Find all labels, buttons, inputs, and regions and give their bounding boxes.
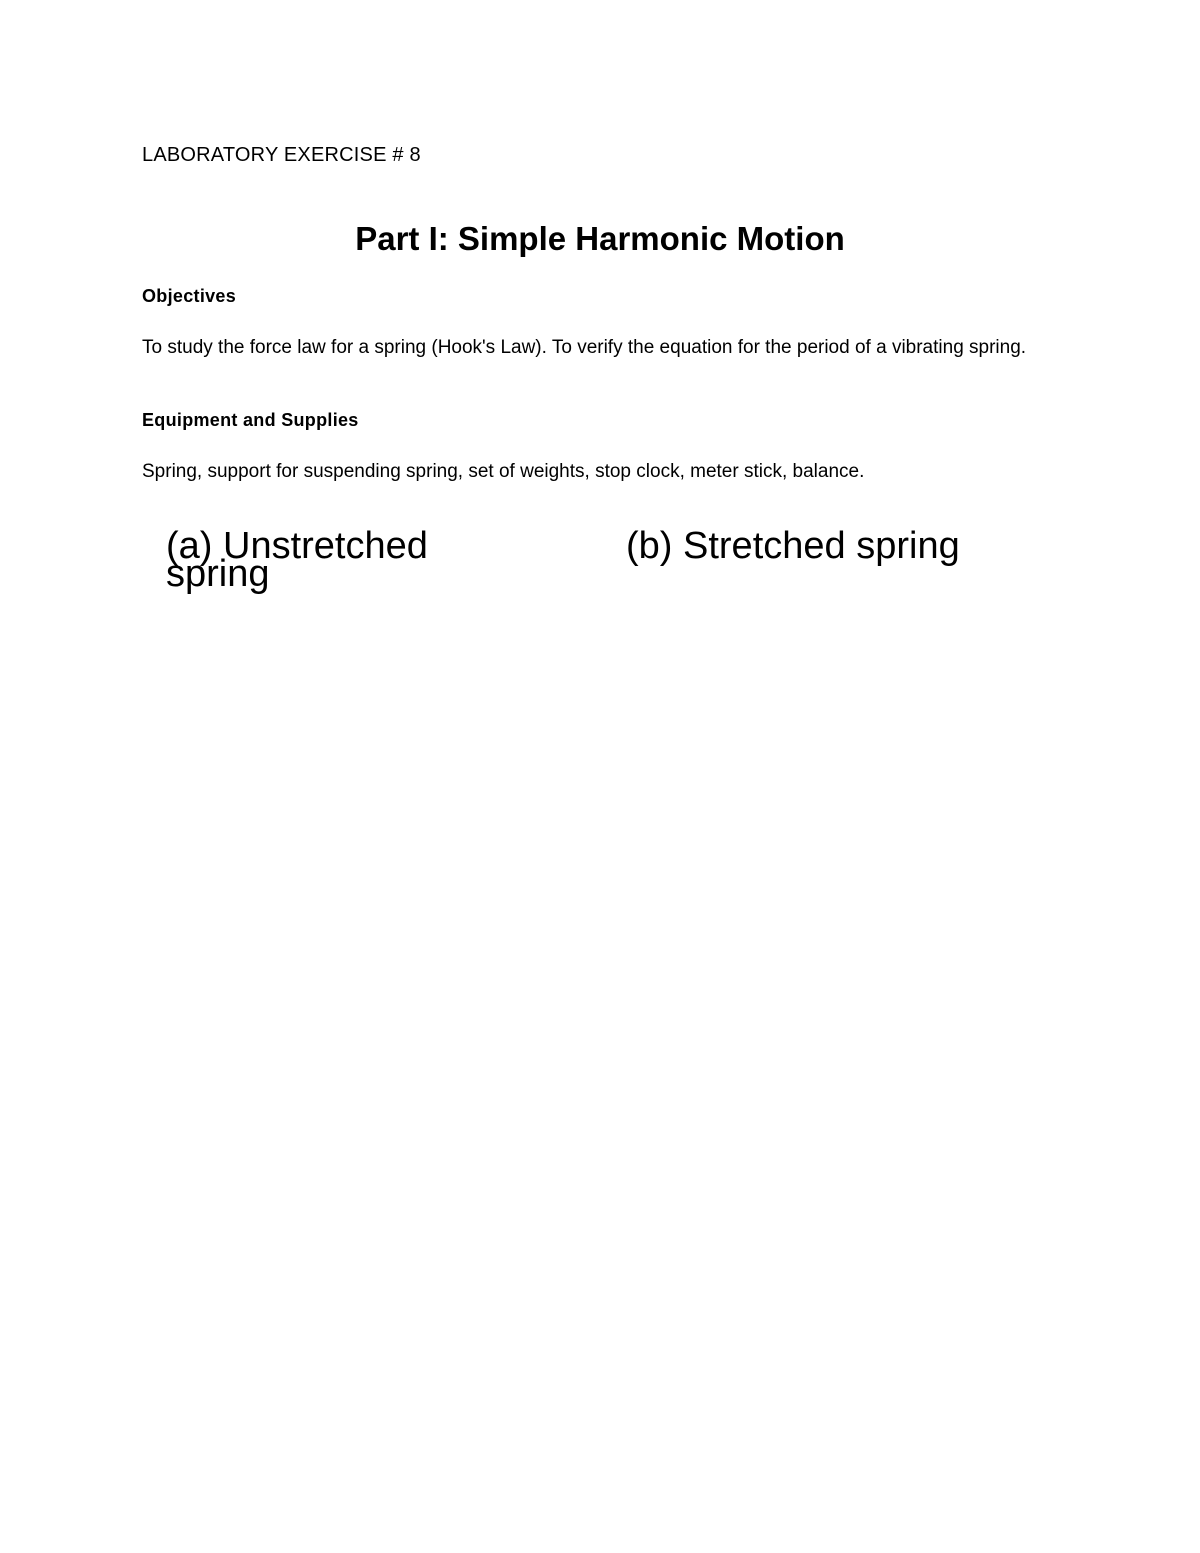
exercise-label: LABORATORY EXERCISE # 8 xyxy=(142,144,421,166)
equipment-heading: Equipment and Supplies xyxy=(142,410,359,430)
figure-label-stretched: (b) Stretched spring xyxy=(626,525,960,567)
objectives-heading: Objectives xyxy=(142,286,237,306)
part-title: Part I: Simple Harmonic Motion xyxy=(355,220,845,257)
equipment-text: Spring, support for suspending spring, set of weights, stop clock, meter stick, balance. xyxy=(142,461,865,482)
figure-label-unstretched: (a) Unstretched spring xyxy=(166,525,428,595)
objectives-text: To study the force law for a spring (Hook's Law). To verify the equation for the period of a vibrating spring. xyxy=(142,337,1027,358)
